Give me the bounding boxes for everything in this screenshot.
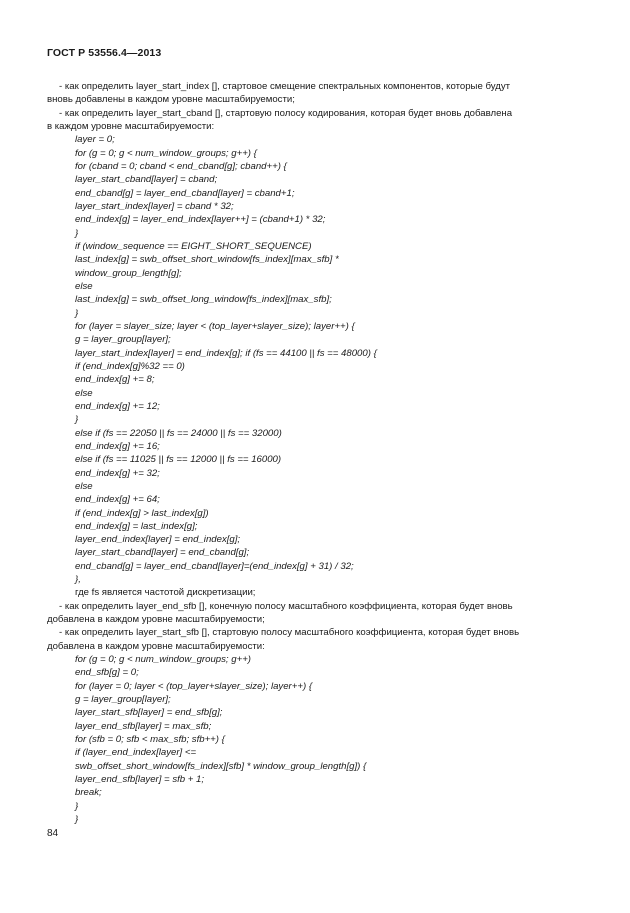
code-line: for (layer = 0; layer < (top_layer+slayer_size); layer++) { bbox=[75, 680, 313, 692]
code-line: layer = 0; bbox=[75, 134, 115, 146]
text-line: в каждом уровне масштабируемости: bbox=[47, 120, 215, 132]
code-line: break; bbox=[75, 787, 102, 799]
code-line: layer_end_sfb[layer] = max_sfb; bbox=[75, 720, 212, 732]
code-line: else bbox=[75, 387, 93, 399]
code-line: last_index[g] = swb_offset_short_window[fs_index][max_sfb] * bbox=[75, 254, 339, 266]
code-line: for (layer = slayer_size; layer < (top_layer+slayer_size); layer++) { bbox=[75, 320, 355, 332]
code-line: if (end_index[g]%32 == 0) bbox=[75, 360, 185, 372]
text-line: - как определить layer_start_cband [], стартовую полосу кодирования, которая будет вновь добавлена bbox=[59, 107, 513, 119]
code-line: layer_start_index[layer] = cband * 32; bbox=[75, 200, 234, 212]
code-line: } bbox=[75, 800, 79, 812]
code-line: layer_start_index[layer] = end_index[g]; if (fs == 44100 || fs == 48000) { bbox=[75, 347, 377, 359]
code-line: layer_end_sfb[layer] = sfb + 1; bbox=[75, 774, 205, 786]
text-line: - как определить layer_end_sfb [], конечную полосу масштабного коэффициента, которая будет вновь bbox=[59, 600, 513, 612]
code-line: end_index[g] = last_index[g]; bbox=[75, 520, 198, 532]
code-line: end_index[g] += 8; bbox=[75, 374, 155, 386]
text-line: - как определить layer_start_index [], стартовое смещение спектральных компонентов, которые будут bbox=[59, 81, 511, 92]
code-line: g = layer_group[layer]; bbox=[75, 694, 171, 706]
code-line: layer_start_cband[layer] = end_cband[g]; bbox=[75, 547, 250, 559]
code-line: end_cband[g] = layer_end_cband[layer]=(end_index[g] + 31) / 32; bbox=[75, 560, 354, 572]
code-line: swb_offset_short_window[fs_index][sfb] * window_group_length[g]) { bbox=[75, 760, 367, 772]
code-line: if (window_sequence == EIGHT_SHORT_SEQUENCE) bbox=[75, 240, 312, 252]
code-line: end_sfb[g] = 0; bbox=[75, 667, 139, 679]
code-line: end_index[g] += 16; bbox=[75, 440, 160, 452]
code-line: end_index[g] += 64; bbox=[75, 494, 160, 506]
code-line: layer_end_index[layer] = end_index[g]; bbox=[75, 534, 241, 546]
text-line: добавлена в каждом уровне масштабируемости; bbox=[47, 614, 265, 626]
code-line: }, bbox=[75, 574, 81, 586]
code-line: for (g = 0; g < num_window_groups; g++) { bbox=[75, 147, 257, 159]
text-line: добавлена в каждом уровне масштабируемости: bbox=[47, 640, 265, 652]
code-line: layer_start_sfb[layer] = end_sfb[g]; bbox=[75, 707, 223, 719]
code-line: } bbox=[75, 227, 79, 239]
code-line: end_index[g] += 12; bbox=[75, 400, 160, 412]
code-line: window_group_length[g]; bbox=[75, 267, 182, 279]
code-line: else bbox=[75, 280, 93, 292]
code-line: for (sfb = 0; sfb < max_sfb; sfb++) { bbox=[75, 734, 225, 746]
code-line: end_index[g] = layer_end_index[layer++] = (cband+1) * 32; bbox=[75, 214, 326, 226]
code-line: end_index[g] += 32; bbox=[75, 467, 160, 479]
page-number: 84 bbox=[47, 828, 59, 839]
code-line: layer_start_cband[layer] = cband; bbox=[75, 174, 218, 186]
code-line: } bbox=[75, 414, 79, 426]
text-line: - как определить layer_start_sfb [], стартовую полосу масштабного коэффициента, которая будет вновь bbox=[59, 627, 520, 639]
document-header: ГОСТ Р 53556.4—2013 bbox=[47, 47, 162, 59]
code-line: end_cband[g] = layer_end_cband[layer] = cband+1; bbox=[75, 187, 295, 199]
code-line: else bbox=[75, 480, 93, 492]
code-line: } bbox=[75, 307, 79, 319]
code-line: else if (fs == 11025 || fs == 12000 || fs == 16000) bbox=[75, 454, 282, 466]
document-body bbox=[47, 80, 585, 826]
code-line: last_index[g] = swb_offset_long_window[fs_index][max_sfb]; bbox=[75, 294, 332, 306]
text-line: где fs является частотой дискретизации; bbox=[75, 587, 256, 599]
code-line: } bbox=[75, 814, 79, 826]
code-line: for (g = 0; g < num_window_groups; g++) bbox=[75, 654, 251, 666]
code-line: for (cband = 0; cband < end_cband[g]; cband++) { bbox=[75, 160, 287, 172]
text-line: вновь добавлены в каждом уровне масштабируемости; bbox=[47, 94, 295, 106]
code-line: g = layer_group[layer]; bbox=[75, 334, 171, 346]
code-line: if (layer_end_index[layer] <= bbox=[75, 747, 197, 759]
code-line: if (end_index[g] > last_index[g]) bbox=[75, 507, 209, 519]
code-line: else if (fs == 22050 || fs == 24000 || fs == 32000) bbox=[75, 427, 282, 439]
